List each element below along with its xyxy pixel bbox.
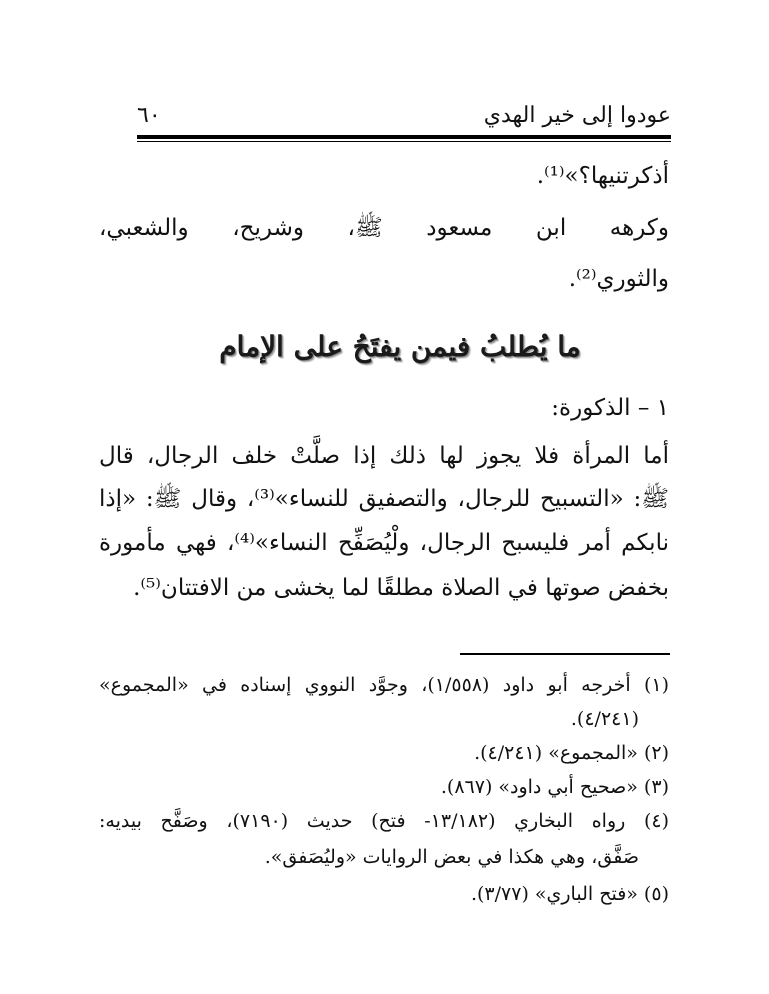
header-rule-thin <box>137 141 671 142</box>
body-line-5: أما المرأة فلا يجوز لها ذلك إذا صلَّتْ خلف الرجال، قال <box>99 443 669 469</box>
subsection-heading: ١ – الذكورة: <box>551 395 669 421</box>
footnote-5: (٥) «فتح الباري» (٣/٧٧). <box>470 883 669 905</box>
body-line-6: ﷺ: «التسبيح للرجال، والتصفيق للنساء»⁽³⁾، وقال ﷺ: «إذا <box>99 486 669 512</box>
footnote-4: (٤) رواه البخاري (١٣/١٨٢- فتح) حديث (٧١٩٠)، وصَفَّح بيديه: <box>99 810 670 832</box>
body-line-1: أذكرتنيها؟»⁽¹⁾. <box>536 163 669 189</box>
body-line-2: وكرهه ابن مسعود ﷺ، وشريح، والشعبي، <box>99 215 669 241</box>
body-line-8: بخفض صوتها في الصلاة مطلقًا لما يخشى من الافتتان⁽⁵⁾. <box>133 575 669 601</box>
footnote-1: (١) أخرجه أبو داود (١/٥٥٨)، وجوَّد النووي إسناده في «المجموع» <box>99 674 669 696</box>
header-rule-thick <box>137 135 671 139</box>
body-line-7: نابكم أمر فليسبح الرجال، ولْيُصَفِّح النساء»⁽⁴⁾، فهي مأمورة <box>99 530 669 556</box>
footnote-2: (٢) «المجموع» (٤/٢٤١). <box>474 742 669 764</box>
footnote-3: (٣) «صحيح أبي داود» (٨٦٧). <box>440 776 669 798</box>
footnote-4-cont: صَفَّق، وهي هكذا في بعض الروايات «وليُصَفق». <box>264 846 639 868</box>
section-heading: ما يُطلبُ فيمن يفتَحُ على الإمام <box>219 330 581 363</box>
footnote-separator <box>460 653 670 655</box>
page-header <box>137 97 671 133</box>
body-line-3: والثوري⁽²⁾. <box>568 266 669 292</box>
page-number: ٦٠ <box>137 102 161 128</box>
running-title: عودوا إلى خير الهدي <box>483 102 671 128</box>
footnote-1-cont: (٤/٢٤١). <box>570 708 639 730</box>
